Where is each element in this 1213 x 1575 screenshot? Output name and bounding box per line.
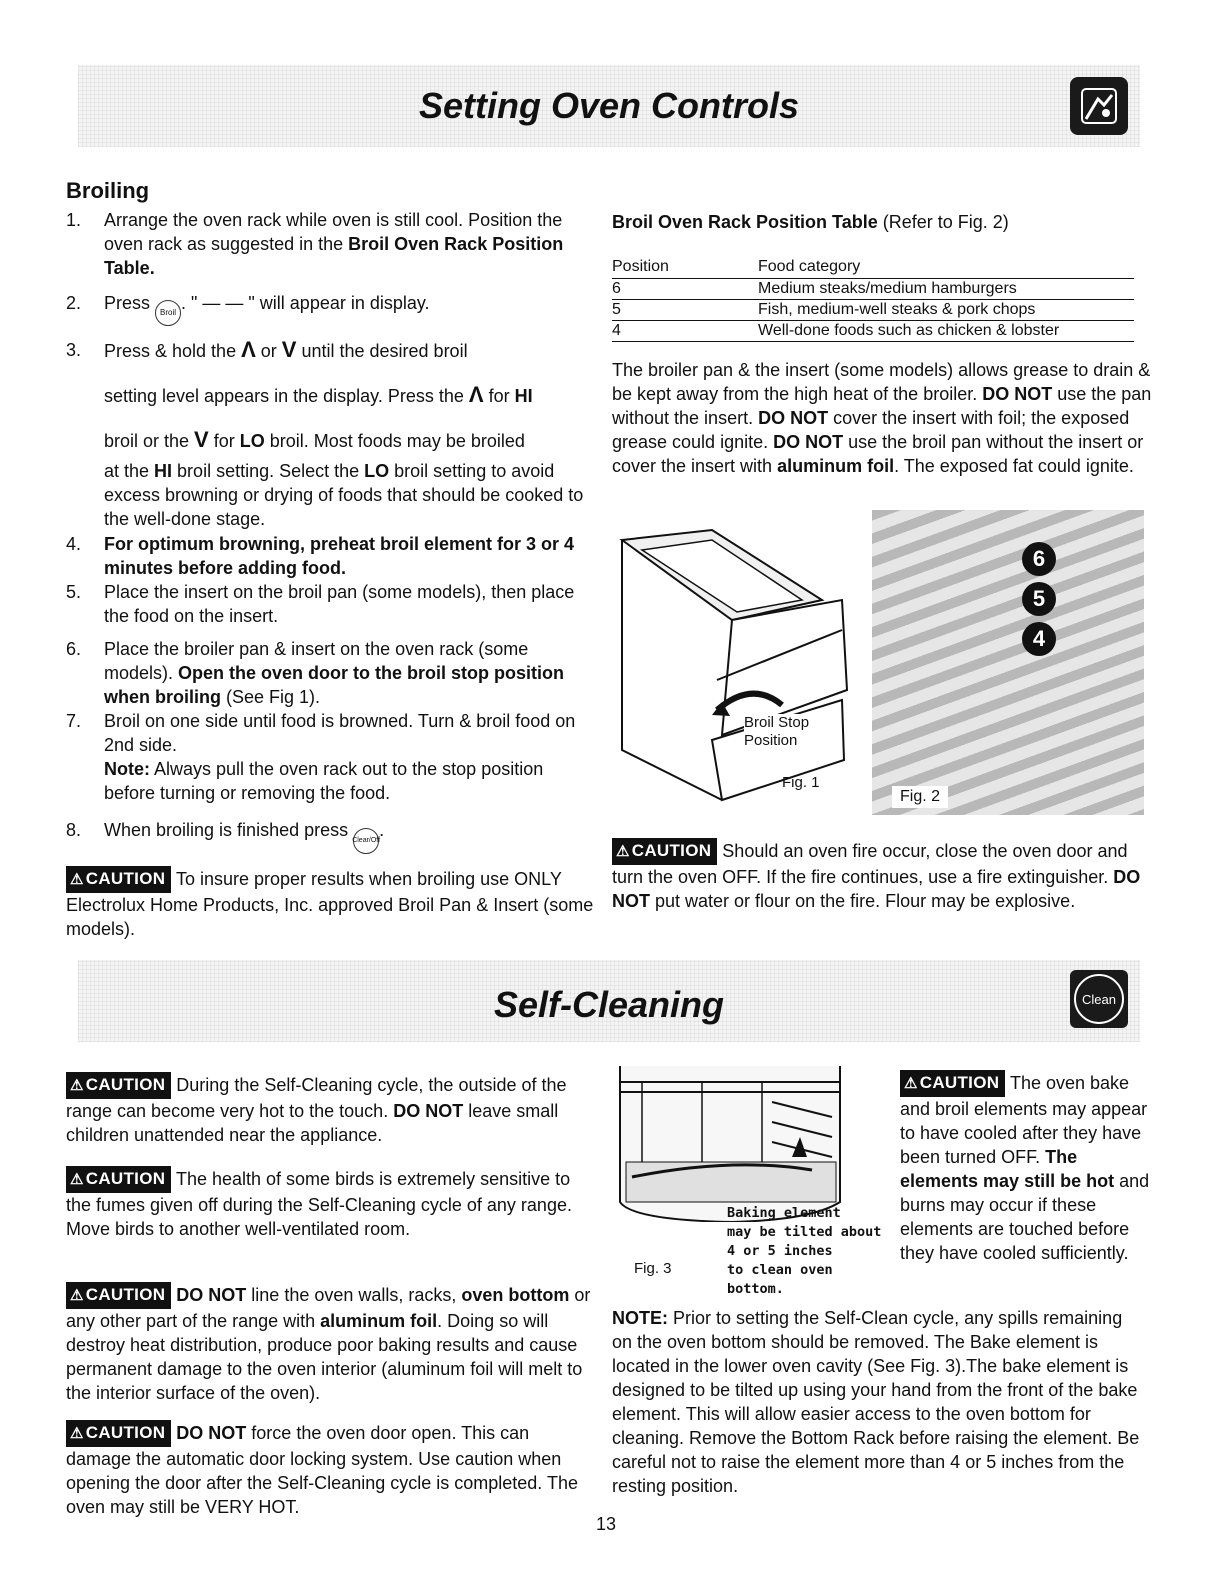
oven-fire-caution: ⚠ CAUTION Should an oven fire occur, close the oven door and turn the oven OFF. If the fire continues, use a fire extinguisher. DO NOT put water or flour on the fire. Flour may be explosive. [612, 838, 1152, 913]
caution-badge: ⚠ CAUTION [612, 838, 717, 865]
broil-stop-label-line2: Position [744, 732, 798, 749]
broiling-heading: Broiling [66, 178, 150, 203]
rack-position-table [612, 256, 1134, 342]
warning-triangle-icon: ⚠ [70, 1077, 84, 1094]
selfclean-note: NOTE: Prior to setting the Self-Clean cycle, any spills remaining on the oven bottom should be removed. The Bake element is located in the lower oven cavity (See Fig. 3).The bake element is designed to be tilted up using your hand from the front of the bake element. This will allow easier access to the oven bottom for cleaning. Remove the Bottom Rack before raising the element. Be careful not to raise the element more than 4 or 5 inches from the resting position. [612, 1308, 1140, 1496]
table-row: 6 Medium steaks/medium hamburgers [612, 279, 1134, 300]
broil-step-2: 2. Press Broil . " — — " will appear in display. [66, 291, 596, 326]
rack-position-5-badge: 5 [1022, 582, 1056, 616]
col-header-food-category: Food category [758, 256, 1134, 279]
col-header-position: Position [612, 256, 758, 279]
selfclean-caution-aluminum-foil: ⚠ CAUTION DO NOT line the oven walls, racks, oven bottom or any other part of the range with aluminum foil. Doing so will destroy heat distribution, produce poor baking results and cause permanent damage to the oven interior (aluminum foil will melt to the interior surface of the oven). [66, 1282, 596, 1405]
caution-badge: ⚠ CAUTION [66, 1166, 171, 1193]
broil-step-3: 3. Press & hold the Λ or V until the desired broil setting level appears in the display. Press the Λ for HI broil or the V for LO broil. Most foods may be broiled at the HI broil setting. Select the LO broil setting to avoid excess browning or drying of foods that should be cooked to the well-done stage. [66, 337, 584, 529]
caution-badge: ⚠ CAUTION [66, 1282, 171, 1309]
broil-button-icon: Broil [155, 300, 181, 326]
caution-badge: ⚠ CAUTION [66, 1420, 171, 1447]
broiler-pan-paragraph: The broiler pan & the insert (some models) allows grease to drain & be kept away from the high heat of the broiler. DO NOT use the pan without the insert. DO NOT cover the insert with foil; the exposed grease could ignite. DO NOT use the broil pan without the insert or cover the insert with aluminum foil. The exposed fat could ignite. [612, 360, 1152, 476]
fig-1-label: Fig. 1 [782, 774, 820, 791]
page-number: 13 [596, 1514, 617, 1534]
fig-3-label: Fig. 3 [634, 1260, 672, 1277]
selfclean-caution-door-lock: ⚠ CAUTION DO NOT force the oven door open. This can damage the automatic door locking system. Use caution when opening the door after the Self-Cleaning cycle is completed. The oven may still be VERY HOT. [66, 1420, 596, 1519]
clean-button-icon: Clean [1070, 970, 1128, 1028]
fig-3-callout: Baking element may be tilted about 4 or 5 inches to clean oven bottom. [727, 1205, 882, 1297]
caution-badge: ⚠ CAUTION [900, 1070, 1005, 1097]
down-arrow-icon: V [281, 337, 297, 362]
warning-triangle-icon: ⚠ [70, 1171, 84, 1188]
warning-triangle-icon: ⚠ [70, 871, 84, 888]
broil-step-5: 5. Place the insert on the broil pan (some models), then place the food on the insert. [66, 582, 575, 626]
hand-pressing-keypad-icon [1070, 77, 1128, 135]
broil-step-4: 4. For optimum browning, preheat broil element for 3 or 4 minutes before adding food. [66, 534, 575, 578]
up-arrow-icon: Λ [468, 382, 484, 407]
self-cleaning-title: Self-Cleaning [493, 984, 725, 1025]
warning-triangle-icon: ⚠ [70, 1287, 84, 1304]
clear-off-button-icon: Clear/Off [353, 828, 379, 854]
rack-position-4-badge: 4 [1022, 622, 1056, 656]
warning-triangle-icon: ⚠ [616, 843, 630, 860]
down-arrow-icon: V [194, 427, 209, 452]
broil-step-7: 7. Broil on one side until food is browned. Turn & broil food on 2nd side. Note: Always pull the oven rack out to the stop position before turning or removing the food. [66, 711, 576, 803]
caution-badge: ⚠ CAUTION [66, 866, 171, 893]
fig-1-illustration [612, 520, 862, 810]
warning-triangle-icon: ⚠ [70, 1425, 84, 1442]
rack-table-title: Broil Oven Rack Position Table (Refer to Fig. 2) [612, 212, 1009, 232]
fig-2-photo [872, 510, 1144, 815]
up-arrow-icon: Λ [241, 337, 256, 362]
elements-hot-caution: ⚠ CAUTION The oven bake and broil elements may appear to have cooled after they have been turned OFF. The elements may still be hot and burns may occur if these elements are touched before they have cooled sufficiently. [900, 1070, 1150, 1265]
rack-position-6-badge: 6 [1022, 542, 1056, 576]
broil-step-6: 6. Place the broiler pan & insert on the oven rack (some models). Open the oven door to the broil stop position when broiling (See Fig 1). [66, 639, 565, 707]
header-banner [78, 65, 1140, 147]
fig-3-illustration [612, 1062, 892, 1302]
table-row: 4 Well-done foods such as chicken & lobster [612, 321, 1134, 342]
page-title: Setting Oven Controls [418, 85, 800, 126]
warning-triangle-icon: ⚠ [904, 1075, 918, 1092]
caution-badge: ⚠ CAUTION [66, 1072, 171, 1099]
broil-stop-label-line1: Broil Stop [744, 714, 810, 731]
fig-2-label: Fig. 2 [892, 786, 948, 808]
selfclean-caution-birds: ⚠ CAUTION The health of some birds is extremely sensitive to the fumes given off during the Self-Cleaning cycle of any range. Move birds to another well-ventilated room. [66, 1166, 596, 1241]
broil-step-8: 8. When broiling is finished press Clear/Off. [66, 818, 596, 854]
broil-step-1: 1. Arrange the oven rack while oven is still cool. Position the oven rack as suggested in the Broil Oven Rack Position Table. [66, 210, 564, 278]
broil-pan-caution: ⚠ CAUTION To insure proper results when broiling use ONLY Electrolux Home Products, Inc. approved Broil Pan & Insert (some models). [66, 866, 596, 941]
table-row: 5 Fish, medium-well steaks & pork chops [612, 300, 1134, 321]
selfclean-caution-hot-exterior: ⚠ CAUTION During the Self-Cleaning cycle, the outside of the range can become very hot to the touch. DO NOT leave small children unattended near the appliance. [66, 1072, 596, 1147]
self-cleaning-banner [78, 960, 1140, 1042]
